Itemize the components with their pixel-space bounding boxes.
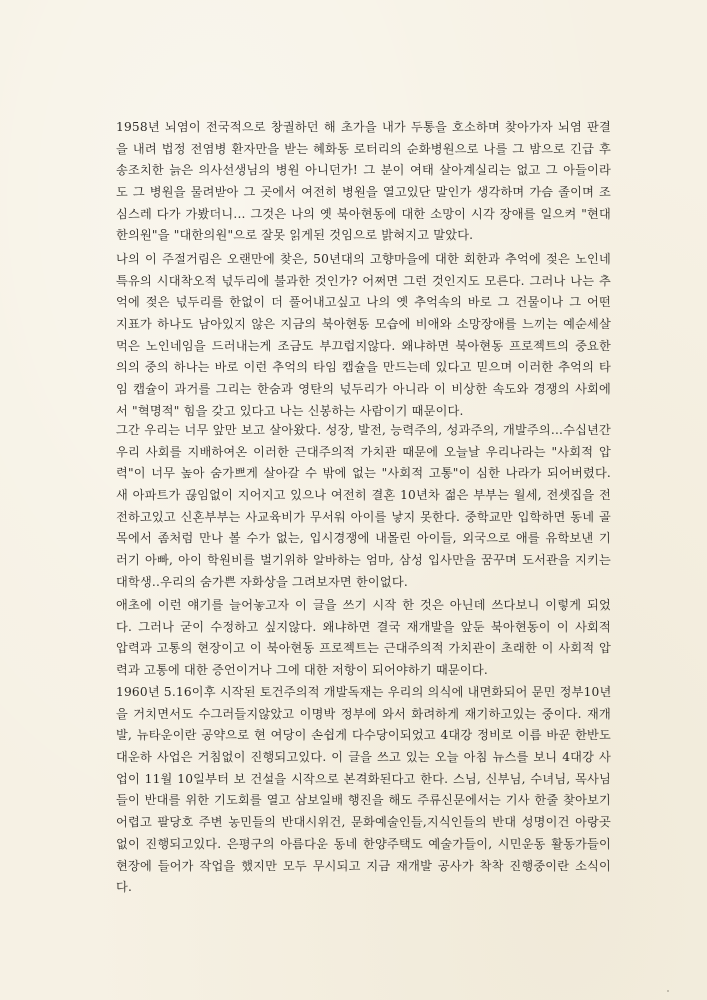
text-line: 대운하 사업은 거침없이 진행되고있다. 이 글을 쓰고 있는 오늘 아침 뉴스를 보니 4대강 사	[116, 750, 611, 765]
text-line: 특유의 시대착오적 넋두리에 불과한 것인가? 어쩌면 그런 것인지도 모른다. 그러나 나는 추	[116, 273, 611, 288]
text-line: 발, 뉴타운이란 공약으로 현 여당이 손쉽게 다수당이되었고 4대강 정비로 이름 바꾼 한반도	[116, 728, 611, 743]
text-line: 현장에 들어가 작업을 했지만 모두 무시되고 지금 재개발 공사가 착착 진행중이란 소식이	[116, 858, 611, 873]
text-line: 을 거치면서도 수그러들지않았고 이명박 정부에 와서 화려하게 재기하고있는 중이다. 재개	[116, 706, 611, 721]
paragraph-testimony	[116, 595, 611, 682]
text-line: 대학생..우리의 숨가쁜 자화상을 그려보자면 한이없다.	[116, 574, 408, 589]
text-line: 나의 이 주절거림은 오랜만에 찾은, 50년대의 고향마을에 대한 회한과 추억에 젖은 노인네	[116, 252, 611, 266]
text-line: 우리 사회를 지배하여온 이러한 근대주의적 가치관 때문에 오늘날 우리나라는 "사회적 압	[116, 444, 611, 459]
paragraph-1958-encephalitis	[116, 117, 611, 247]
text-line: 들이 반대를 위한 기도회를 열고 삼보일배 행진을 해도 주류신문에서는 기사 한줄 찾아보기	[116, 793, 611, 808]
text-line: 전하고있고 신혼부부는 사교육비가 무서워 아이를 낳지 못한다. 중학교만 입학하면 동네 골	[116, 509, 611, 524]
paragraph-development	[116, 682, 611, 899]
text-line: 목에서 좀처럼 만나 볼 수가 없는, 입시경쟁에 내몰린 아이들, 외국으로 애를 유학보낸 기	[116, 531, 611, 546]
text-line: 심스레 다가 가봤더니... 그것은 나의 옛 북아현동에 대한 소망이 시각 장애를 일으켜 "현대	[116, 206, 611, 221]
paper-speck	[667, 990, 669, 992]
text-line: 없이 진행되고있다. 은평구의 아름다운 동네 한양주택도 예술가들이, 시민운동 활동가들이	[116, 836, 611, 851]
text-line: 지표가 하나도 남아있지 않은 지금의 북아현동 모습에 비애와 소망장애를 느끼는 예순세살	[116, 317, 611, 332]
text-line: 먹은 노인네임을 드러내는게 조금도 부끄럽지않다. 왜냐하면 북아현동 프로젝트의 중요한	[116, 338, 611, 353]
text-line: 1958년 뇌염이 전국적으로 창궐하던 해 초가을 내가 두통을 호소하며 찾아가자 뇌염 판결	[116, 120, 611, 134]
text-line: 새 아파트가 끊임없이 지어지고 있으나 여전히 결혼 10년차 젊은 부부는 월세, 전셋집을 전	[116, 488, 611, 503]
text-line: 업이 11월 10일부터 보 건설을 시작으로 본격화된다고 한다. 스님, 신부님, 수녀님, 목사님	[116, 771, 611, 786]
text-line: 력과 고통에 대한 증언이거나 그에 대한 저항이 되어야하기 때문이다.	[116, 663, 488, 678]
text-line: 송조치한 늙은 의사선생님의 병원 아니던가! 그 분이 여태 살아계실리는 없고 그 아들이라	[116, 163, 611, 178]
text-line: 임 캡슐이 과거를 그리는 한숨과 영탄의 넋두리가 아니라 이 비상한 속도와 경쟁의 사회에	[116, 382, 611, 397]
text-line: 억에 젖은 넋두리를 한없이 더 풀어내고싶고 나의 옛 추억속의 바로 그 건물이나 그 어떤	[116, 295, 611, 310]
text-line: 압력과 고통의 현장이고 이 북아현동 프로젝트는 근대주의적 가치관이 초래한 이 사회적 압	[116, 641, 611, 656]
text-line: 의의 중의 하나는 바로 이런 추억의 타임 캡슐을 만드는데 있다고 믿으며 이러한 추억의 타	[116, 360, 611, 375]
text-line: 애초에 이런 얘기를 늘어놓고자 이 글을 쓰기 시작 한 것은 아닌데 쓰다보니 이렇게 되었	[116, 598, 611, 612]
text-line: 도 그 병원을 물려받아 그 곳에서 여전히 병원을 열고있단 말인가 생각하며 가슴 졸이며 조	[116, 185, 611, 200]
text-line: 력"이 너무 높아 숨가쁘게 살아갈 수 밖에 없는 "사회적 고통"이 심한 나라가 되어버렸다.	[116, 466, 611, 481]
paragraph-social-pressure	[116, 420, 611, 594]
text-line: 한의원"을 "대한의원"으로 잘못 읽게된 것임으로 밝혀지고 말았다.	[116, 228, 474, 243]
text-line: 서 "혁명적" 힘을 갖고 있다고 나는 신봉하는 사람이기 때문이다.	[116, 403, 464, 418]
text-line: 다.	[116, 880, 133, 895]
text-line: 1960년 5.16이후 시작된 토건주의적 개발독재는 우리의 의식에 내면화되어 문민 정부10년	[116, 685, 611, 699]
text-line: 러기 아빠, 아이 학원비를 벌기위하 알바하는 엄마, 삼성 입사만을 꿈꾸며 도서관을 지키는	[116, 553, 611, 568]
text-line: 어렵고 팔당호 주변 농민들의 반대시위건, 문화예술인들,지식인들의 반대 성명이건 아랑곳	[116, 815, 611, 830]
text-line: 을 내려 법정 전염병 환자만을 받는 혜화동 로터리의 순화병원으로 나를 그 밤으로 긴급 후	[116, 141, 611, 156]
text-line: 다. 그러나 굳이 수정하고 싶지않다. 왜냐하면 결국 재개발을 앞둔 북아현동이 이 사회적	[116, 619, 611, 634]
paragraph-nostalgia	[116, 249, 611, 423]
text-line: 그간 우리는 너무 앞만 보고 살아왔다. 성장, 발전, 능력주의, 성과주의, 개발주의...수십년간	[116, 423, 611, 437]
